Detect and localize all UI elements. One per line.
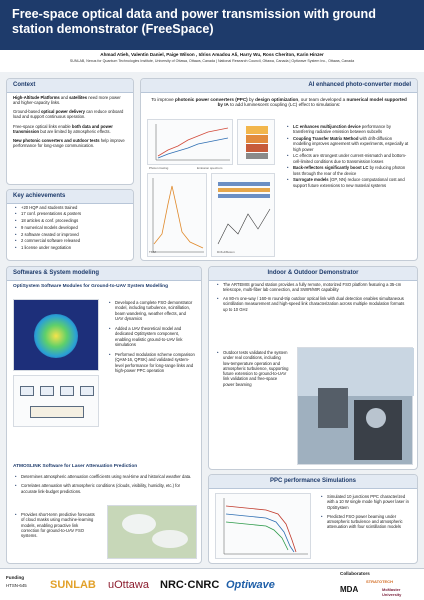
software-title: Softwares & System modeling xyxy=(7,267,201,281)
beam-heatmap xyxy=(13,299,99,371)
logo-uottawa: uOttawa xyxy=(108,579,149,591)
key-achievements-panel xyxy=(6,189,134,261)
list-item: • An 80-m one-way / 160-m round-trip outdoor optical link with dual detection enables simultaneous scintillation measurement and high-speed link characterization across multiple modulation formats up to 10 GHz xyxy=(217,296,409,312)
list-item: • LC enhances multijunction device performance by transferring radiative emission between subcells xyxy=(287,124,409,135)
outdoor-photo xyxy=(297,347,413,465)
list-item: • LC effects are strongest under current-mismatch and bottom-cell-limited conditions due to transmission losses xyxy=(287,153,409,164)
device-schematic xyxy=(237,119,275,165)
list-item: • Back-reflectors significantly boost LC by reducing photon loss through the rear of the device xyxy=(287,165,409,176)
ppc-title: PPC performance Simulations xyxy=(209,475,417,489)
fig-label-photon: Photon tracing xyxy=(149,166,169,170)
list-item: • 1 license under negotiation xyxy=(15,245,127,250)
logo-optiwave: Optiwave xyxy=(226,579,275,591)
list-item: • 18 articles & conf. proceedings xyxy=(15,218,127,223)
list-item: • Surrogate models (GP, NN) reduce computational cost and support future extensions to new material systems xyxy=(287,177,409,188)
context-p3: Free-space optical links enable both data and power transmission but are limited by atmospheric effects. xyxy=(13,123,113,134)
ai-intro: To improve photonic power converters (PPC) by design optimization, our team developed a numerical model supported by IA to add luminescent coupling (LC) effect to simulations: xyxy=(151,96,407,108)
demonstrator-title: Indoor & Outdoor Demonstrator xyxy=(209,267,417,281)
list-item: • Determines atmospheric attenuation coefficients using real-time and historical weather data. xyxy=(15,474,193,479)
lc-plot-figure xyxy=(147,119,233,165)
list-item: • Added a UAV theoretical model and dedicated OptiSystem component, enabling realistic ground-to-UAV link simulations xyxy=(109,326,195,347)
demonstrator-list-top xyxy=(209,281,415,317)
logo-nrc: NRC·CNRC xyxy=(160,579,220,591)
author-band xyxy=(0,50,424,72)
software-panel xyxy=(6,266,202,564)
atmoslink-list xyxy=(7,473,199,499)
ai-panel xyxy=(140,78,418,261)
atmoslink-subtitle: ATMOSLINK Software for Laser Attenuation Prediction xyxy=(13,464,138,469)
list-item: • Predicted FSO power beaming under atmospheric turbulence and atmospheric attenuation with four scintillation models xyxy=(321,514,411,530)
list-item: • Coupling Transfer Matrix Method with drift-diffusion modelling improves agreement with experiments, especially at high power xyxy=(287,136,409,152)
ai-bullet-list xyxy=(279,123,415,190)
optisystem-list xyxy=(101,299,201,376)
collaborators-label: Collaborators xyxy=(340,571,370,576)
ppc-plot-figure xyxy=(215,493,311,559)
tmm-figure xyxy=(211,173,275,257)
funding-label: Funding xyxy=(6,575,25,580)
ppc-plot xyxy=(216,494,312,560)
affiliations: SUNLAB, Nexus for Quantum Technologies Institute, University of Ottawa, Ottawa, Canada | National Research Council, Ottawa, Canada | Optiwave System Inc., Ottawa, Canada xyxy=(69,58,355,63)
cloud-map xyxy=(107,505,197,559)
logo-mcmaster: McMaster University xyxy=(382,587,402,597)
list-item: • Simulated 10 junctions PPC characterized with a 10 W single mode high power laser in OptiSystem xyxy=(321,494,411,510)
context-p2: Ground-based optical power delivery can reduce onboard load and support continuous operation. xyxy=(13,109,124,120)
optisystem-layout xyxy=(13,375,99,427)
list-item: • Correlates attenuation with atmospheric conditions (clouds, visibility, humidity, etc.) for accurate link-budget predictions. xyxy=(15,483,193,494)
tmm-plot xyxy=(212,174,276,258)
fig-label-emission: Emission spectrum xyxy=(197,166,223,170)
list-item: • 2 software created or improved xyxy=(15,232,127,237)
spectrum-plot xyxy=(148,174,208,258)
context-title: Context xyxy=(7,79,133,93)
ai-title: AI enhanced photo-converter model xyxy=(141,79,417,93)
list-item: • Outdoor tests validated the system under real conditions, including low-temperature operation and atmospheric turbulence, supporting future extension to ground-to-UAV link validation and free-space power beaming xyxy=(217,350,289,387)
footer xyxy=(0,568,424,600)
list-item: • 17 conf. presentations & posters xyxy=(15,211,127,216)
key-list xyxy=(7,204,133,253)
list-item: • The ARTEMIS ground station provides a fully remote, motorized FSO platform featuring a 35-cm telescope, multi-fiber lab connection, and SWIR/MIR capability xyxy=(217,282,409,293)
poster-title: Free-space optical data and power transmission with ground station demonstrator (FreeSpace) xyxy=(12,7,376,37)
fig-label-tmm: TMM xyxy=(149,250,156,254)
list-item: • Performed modulation scheme comparison (QAM-16, QPSK) and validated system-level performance for long-range links and high-power PPC operation xyxy=(109,352,195,373)
list-item: • 9 numerical models developed xyxy=(15,225,127,230)
ppc-panel xyxy=(208,474,418,564)
authors: Ahmad Atieh, Valentin Daniel, Paige Wilson , Idriss Amadou Ali, Harry Wu, Ross Cheriton, Karin Hinzer xyxy=(100,52,324,57)
logo-mda: MDA xyxy=(340,585,359,594)
demonstrator-list-bottom xyxy=(209,349,295,389)
demonstrator-panel xyxy=(208,266,418,470)
list-item: • Provides short-term predictive forecasts of cloud masks using machine-learning models, enabling proactive link correction for ground-to-UAV FSO systems. xyxy=(15,512,97,538)
list-item: • +20 HQP and students trained xyxy=(15,205,127,210)
key-title: Key achievements xyxy=(7,190,133,204)
logo-sunlab: SUNLAB xyxy=(50,579,96,591)
optisystem-subtitle: OptiSystem Software Modules for Ground-to-UAV System Modelling xyxy=(13,283,169,289)
funding-id: HTSN-645 xyxy=(6,583,27,588)
logo-stratotech: STRATOTECH xyxy=(366,579,393,584)
lc-plot xyxy=(148,120,234,166)
fig-label-dd: Drift-diffusion xyxy=(217,250,235,254)
context-p1: High-Altitude Platforms and satellites need more power and higher-capacity links. xyxy=(13,94,121,105)
context-p4: New photonic converters and outdoor tests help improve performance for long-range communication. xyxy=(13,138,125,149)
atmoslink-forecast xyxy=(13,511,103,541)
list-item: • Developed a complete FSO demonstrator model, including turbulence, scintillation, beam wandering, weather effects, and UAV dynamics xyxy=(109,300,195,321)
spectrum-figure xyxy=(147,173,207,257)
context-panel xyxy=(6,78,134,185)
poster-header xyxy=(0,0,424,56)
list-item: • 2 commercial software released xyxy=(15,238,127,243)
ppc-list xyxy=(313,493,417,532)
